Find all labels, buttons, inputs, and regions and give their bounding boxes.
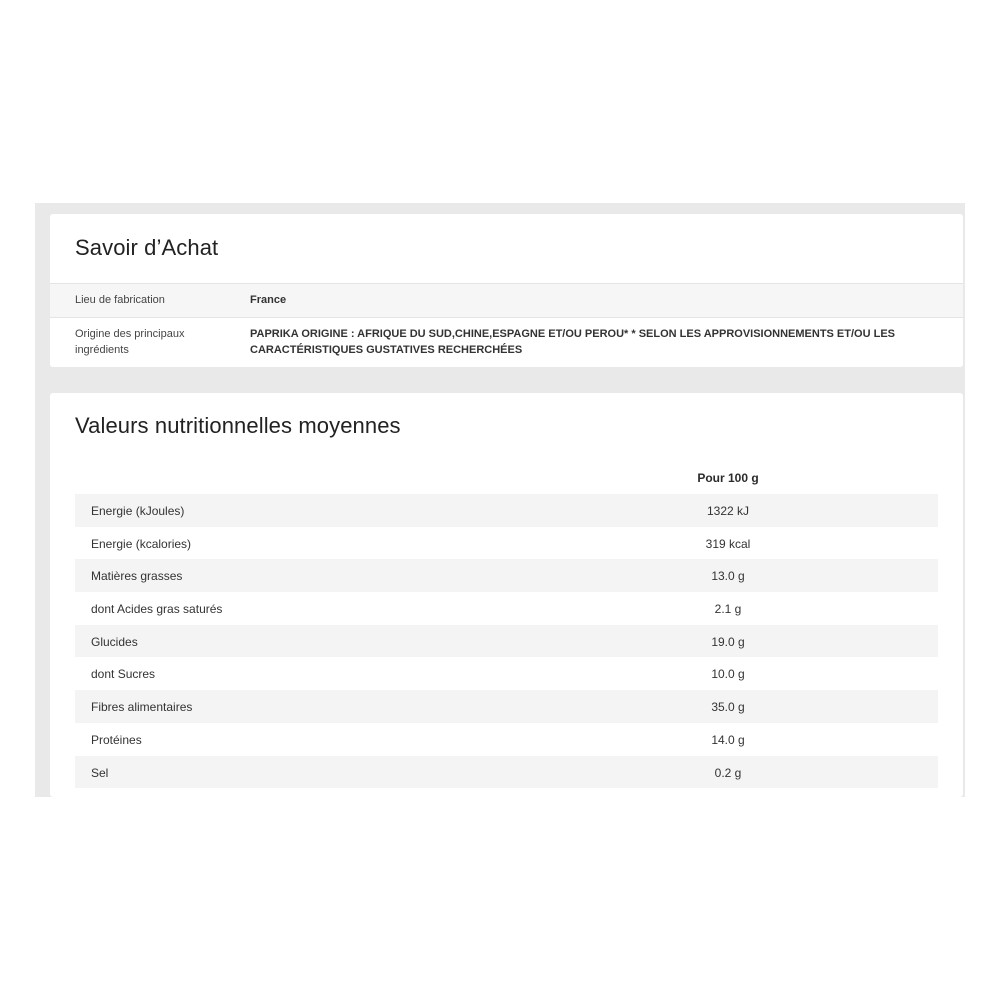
table-row [75,625,938,658]
info-label: Lieu de fabrication [75,294,165,306]
row-label: Protéines [91,732,142,747]
info-value: France [250,294,287,306]
nutrition-table [75,494,938,788]
info-label: Origine des principaux ingrédients [75,328,185,356]
row-value: 14.0 g [711,732,745,747]
table-row [75,592,938,625]
row-value: 0.2 g [714,765,742,780]
nutrition-table-header [75,467,938,491]
info-row-origine-ingredients [50,317,963,367]
savoir-achat-card [50,214,963,367]
row-label: Glucides [91,634,138,649]
row-label: dont Acides gras saturés [91,602,223,617]
row-label: Energie (kcalories) [91,536,192,551]
table-row [75,723,938,756]
table-row [75,690,938,723]
info-row-lieu-fabrication [50,283,963,317]
row-value: 13.0 g [711,569,745,584]
nutrition-card [50,393,963,797]
row-value: 10.0 g [711,667,745,682]
row-value: 1322 kJ [706,504,750,518]
row-value: 319 kcal [705,536,751,551]
table-row [75,559,938,592]
savoir-achat-title: Savoir d’Achat [75,235,219,260]
nutrition-title: Valeurs nutritionnelles moyennes [75,413,401,438]
table-row [75,756,938,789]
row-label: Sel [91,765,109,780]
table-row [75,494,938,527]
row-label: Matières grasses [91,569,183,584]
row-label: dont Sucres [91,667,156,682]
row-value: 2.1 g [714,602,742,617]
row-value: 35.0 g [711,700,745,715]
table-row [75,657,938,690]
row-label: Energie (kJoules) [91,504,185,518]
info-value: PAPRIKA ORIGINE : AFRIQUE DU SUD,CHINE,ESPAGNE ET/OU PEROU* * SELON LES APPROVISIONNEMENTS ET/OU LES CARACTÉRISTIQUES GUSTATIVES RECHERCHÉES [250,328,895,356]
column-header-pour-100g: Pour 100 g [697,471,759,485]
table-row [75,527,938,560]
row-value: 19.0 g [711,634,745,649]
row-label: Fibres alimentaires [91,700,193,715]
